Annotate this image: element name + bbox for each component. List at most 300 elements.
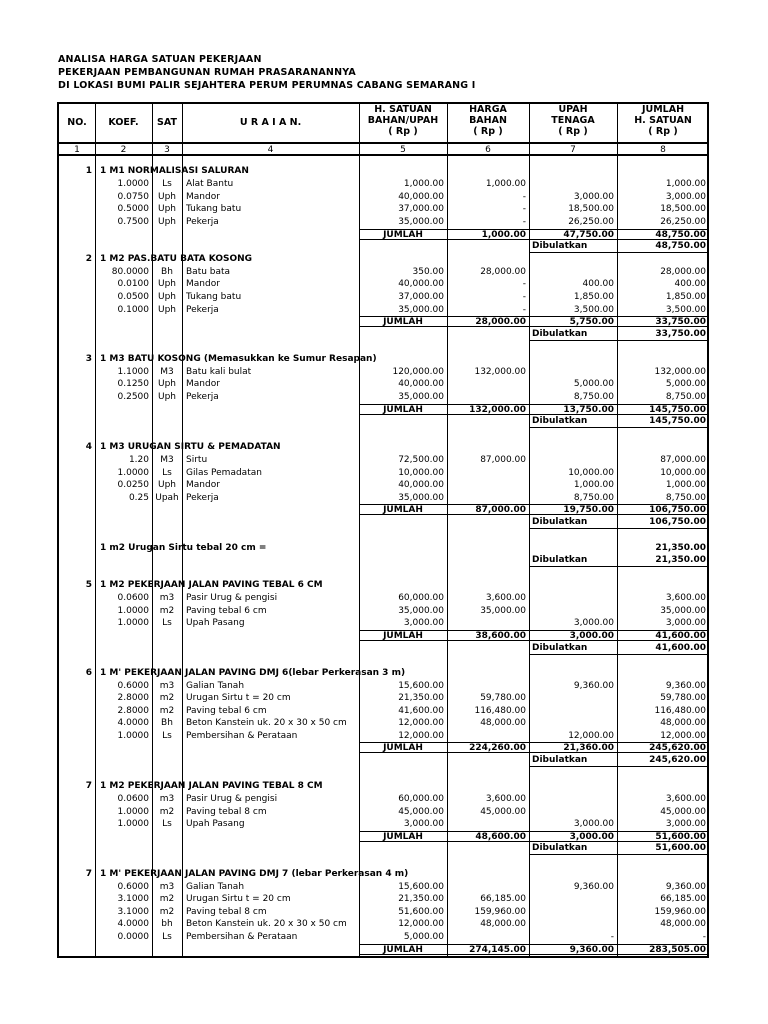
section-title: 1 M2 PEKERJAAN JALAN PAVING TEBAL 6 CM	[100, 580, 323, 590]
cell-sat: m3	[159, 794, 175, 804]
cell-harga-bahan: 45,000.00	[480, 807, 526, 817]
cell-harga-bahan: 28,000.00	[480, 267, 526, 277]
cell-koef: 0.2500	[117, 392, 149, 402]
col-header-no: NO.	[67, 117, 87, 128]
jumlah-bahan: 1,000.00	[447, 229, 529, 240]
cell-sat: m2	[159, 706, 175, 716]
cell-sat: m2	[159, 894, 175, 904]
cell-sat: m3	[159, 593, 175, 603]
dibulatkan-value: 41,600.00	[655, 643, 706, 653]
section-title: 1 M3 URUGAN SIRTU & PEMADATAN	[100, 442, 281, 452]
cell-sat: Uph	[157, 192, 176, 202]
col-number-5: 5	[400, 145, 406, 155]
cell-uraian: Sirtu	[186, 455, 208, 465]
cell-harga-satuan: 3,000.00	[403, 819, 444, 829]
cell-upah-tenaga: 8,750.00	[573, 493, 614, 503]
table-row	[59, 717, 707, 730]
cell-harga-bahan: -	[522, 217, 526, 227]
cell-jumlah: 3,600.00	[665, 794, 706, 804]
cell-koef: 4.0000	[117, 718, 149, 728]
cell-jumlah: 45,000.00	[660, 807, 706, 817]
cell-koef: 1.20	[128, 455, 149, 465]
dibulatkan-label: Dibulatkan	[532, 241, 588, 251]
dibulatkan-row	[529, 755, 709, 767]
table-row	[59, 278, 707, 291]
cell-upah-tenaga: 3,000.00	[573, 192, 614, 202]
jumlah-upah: 13,750.00	[529, 404, 617, 415]
cell-harga-satuan: 51,600.00	[398, 907, 444, 917]
cell-harga-bahan: 48,000.00	[480, 919, 526, 929]
jumlah-label: JUMLAH	[359, 504, 447, 515]
jumlah-upah: 3,000.00	[529, 831, 617, 842]
cell-uraian: Batu bata	[186, 267, 231, 277]
jumlah-label: JUMLAH	[359, 630, 447, 641]
cell-sat: Ls	[162, 468, 172, 478]
cell-sat: Bh	[161, 718, 173, 728]
cell-koef: 1.0000	[117, 807, 149, 817]
table-row	[59, 391, 707, 404]
section-title-row	[59, 253, 707, 266]
table-row	[59, 730, 707, 743]
cell-harga-bahan: 3,600.00	[485, 794, 526, 804]
cell-koef: 0.0100	[117, 279, 149, 289]
cell-koef: 0.0500	[117, 292, 149, 302]
cell-harga-satuan: 1,000.00	[403, 179, 444, 189]
cell-upah-tenaga: 26,250.00	[568, 217, 614, 227]
section-title: 1 M2 PAS.BATU BATA KOSONG	[100, 254, 253, 264]
cell-harga-bahan: 35,000.00	[480, 606, 526, 616]
table-row	[59, 291, 707, 304]
cell-jumlah: 400.00	[674, 279, 706, 289]
dibulatkan-label: Dibulatkan	[532, 416, 588, 426]
cell-koef: 2.8000	[117, 706, 149, 716]
cell-koef: 0.7500	[117, 217, 149, 227]
cell-koef: 4.0000	[117, 919, 149, 929]
dibulatkan-value: 21,350.00	[655, 555, 706, 565]
jumlah-label: JUMLAH	[359, 831, 447, 842]
cell-koef: 1.1000	[117, 367, 149, 377]
jumlah-bahan: 28,000.00	[447, 316, 529, 327]
jumlah-bahan: 224,260.00	[447, 742, 529, 753]
cell-sat: Uph	[157, 292, 176, 302]
cell-harga-bahan: -	[522, 279, 526, 289]
cell-upah-tenaga: 9,360.00	[573, 882, 614, 892]
col-number-2: 2	[120, 145, 127, 155]
cell-jumlah: 1,850.00	[665, 292, 706, 302]
col-header-koef: KOEF.	[108, 117, 139, 128]
cell-sat: M3	[160, 455, 174, 465]
cell-jumlah: 12,000.00	[660, 731, 706, 741]
table-row	[59, 881, 707, 894]
jumlah-upah: 5,750.00	[529, 316, 617, 327]
doc-title-1: ANALISA HARGA SATUAN PEKERJAAN	[58, 54, 262, 65]
cell-sat: Uph	[157, 204, 176, 214]
cell-harga-bahan: 116,480.00	[474, 706, 526, 716]
cell-upah-tenaga: 10,000.00	[568, 468, 614, 478]
cell-harga-bahan: -	[522, 204, 526, 214]
cell-sat: m3	[159, 882, 175, 892]
cell-harga-satuan: 5,000.00	[403, 932, 444, 942]
table-row	[59, 492, 707, 505]
cell-koef: 80.0000	[111, 267, 149, 277]
dibulatkan-row	[529, 517, 709, 529]
cell-koef: 3.1000	[117, 907, 149, 917]
cell-uraian: Pekerja	[186, 217, 219, 227]
col-header-uraian: U R A I A N.	[239, 117, 302, 128]
jumlah-label: JUMLAH	[359, 742, 447, 753]
table-row	[59, 191, 707, 204]
cell-koef: 1.0000	[117, 179, 149, 189]
jumlah-label: JUMLAH	[359, 229, 447, 240]
jumlah-total: 283,505.00	[617, 944, 709, 955]
cell-harga-bahan: 132,000.00	[474, 367, 526, 377]
cell-harga-satuan: 40,000.00	[398, 279, 444, 289]
cell-jumlah: 8,750.00	[665, 392, 706, 402]
cell-uraian: Paving tebal 6 cm	[186, 606, 267, 616]
cell-jumlah: 26,250.00	[660, 217, 706, 227]
col-header-sat: SAT	[157, 117, 177, 128]
jumlah-bahan: 274,145.00	[447, 944, 529, 955]
cell-jumlah: 3,000.00	[665, 618, 706, 628]
cell-harga-satuan: 45,000.00	[398, 807, 444, 817]
col-number-3: 3	[164, 145, 170, 155]
section-number: 4	[85, 442, 92, 452]
cell-uraian: Paving tebal 6 cm	[186, 706, 267, 716]
section-title-row	[59, 780, 707, 793]
cell-upah-tenaga: -	[610, 932, 614, 942]
cell-harga-satuan: 350.00	[412, 267, 444, 277]
table-row	[59, 692, 707, 705]
cell-uraian: Paving tebal 8 cm	[186, 907, 267, 917]
cell-uraian: Upah Pasang	[186, 618, 245, 628]
cell-uraian: Mandor	[186, 480, 220, 490]
cell-harga-bahan: 59,780.00	[480, 693, 526, 703]
cell-jumlah: 35,000.00	[660, 606, 706, 616]
dibulatkan-value: 33,750.00	[655, 329, 706, 339]
cell-uraian: Pasir Urug & pengisi	[186, 794, 278, 804]
line-value: 21,350.00	[655, 543, 706, 553]
cell-sat: m3	[159, 681, 175, 691]
cell-uraian: Beton Kanstein uk. 20 x 30 x 50 cm	[186, 919, 347, 929]
cell-uraian: Batu kali bulat	[186, 367, 252, 377]
jumlah-total: 41,600.00	[617, 630, 709, 641]
cell-koef: 0.0750	[117, 192, 149, 202]
table-row	[59, 806, 707, 819]
cell-upah-tenaga: 400.00	[582, 279, 614, 289]
cell-sat: Bh	[161, 267, 173, 277]
cell-harga-bahan: 159,960.00	[474, 907, 526, 917]
table-row	[59, 467, 707, 480]
section-title-row	[59, 165, 707, 178]
jumlah-total: 245,620.00	[617, 742, 709, 753]
cell-jumlah: 3,600.00	[665, 593, 706, 603]
cell-koef: 1.0000	[117, 731, 149, 741]
cell-sat: Uph	[157, 392, 176, 402]
analysis-table	[57, 102, 709, 958]
cell-uraian: Urugan Sirtu t = 20 cm	[186, 693, 291, 703]
table-row	[59, 178, 707, 191]
cell-sat: m2	[159, 807, 175, 817]
cell-sat: Ls	[162, 618, 172, 628]
cell-jumlah: 28,000.00	[660, 267, 706, 277]
cell-harga-bahan: 48,000.00	[480, 718, 526, 728]
cell-harga-satuan: 72,500.00	[398, 455, 444, 465]
cell-sat: Ls	[162, 819, 172, 829]
cell-upah-tenaga: 5,000.00	[573, 379, 614, 389]
jumlah-label: JUMLAH	[359, 944, 447, 955]
col-header-harga-bahan: HARGA BAHAN ( Rp )	[469, 104, 507, 137]
section-number: 2	[85, 254, 92, 264]
table-row	[59, 266, 707, 279]
dibulatkan-label: Dibulatkan	[532, 755, 588, 765]
table-row	[59, 818, 707, 831]
table-row	[59, 304, 707, 317]
cell-harga-satuan: 40,000.00	[398, 480, 444, 490]
cell-koef: 0.6000	[117, 681, 149, 691]
cell-jumlah: 48,000.00	[660, 919, 706, 929]
cell-harga-satuan: 41,600.00	[398, 706, 444, 716]
table-row	[59, 216, 707, 229]
col-header-jumlah: JUMLAH H. SATUAN ( Rp )	[634, 104, 692, 137]
cell-harga-satuan: 40,000.00	[398, 192, 444, 202]
section-number: 1	[85, 166, 92, 176]
cell-harga-satuan: 10,000.00	[398, 468, 444, 478]
cell-harga-satuan: 35,000.00	[398, 493, 444, 503]
doc-title-3: DI LOKASI BUMI PALIR SEJAHTERA PERUM PERUMNAS CABANG SEMARANG I	[58, 80, 476, 91]
cell-harga-bahan: 87,000.00	[480, 455, 526, 465]
table-row	[59, 454, 707, 467]
cell-sat: m2	[159, 606, 175, 616]
cell-upah-tenaga: 8,750.00	[573, 392, 614, 402]
jumlah-label: JUMLAH	[359, 316, 447, 327]
jumlah-total: 145,750.00	[617, 404, 709, 415]
cell-koef: 0.0600	[117, 593, 149, 603]
cell-koef: 0.0600	[117, 794, 149, 804]
cell-uraian: Pembersihan & Perataan	[186, 932, 298, 942]
cell-uraian: Alat Bantu	[186, 179, 234, 189]
cell-koef: 1.0000	[117, 468, 149, 478]
jumlah-total: 51,600.00	[617, 831, 709, 842]
cell-sat: Uph	[157, 379, 176, 389]
cell-sat: Ls	[162, 179, 172, 189]
cell-uraian: Mandor	[186, 379, 220, 389]
section-title: 1 M' PEKERJAAN JALAN PAVING DMJ 7 (lebar Perkerasan 4 m)	[100, 869, 409, 879]
section-title-row	[59, 542, 707, 555]
jumlah-total: 33,750.00	[617, 316, 709, 327]
cell-jumlah: 3,000.00	[665, 192, 706, 202]
cell-jumlah: 159,960.00	[654, 907, 706, 917]
jumlah-total: 106,750.00	[617, 504, 709, 515]
jumlah-upah: 19,750.00	[529, 504, 617, 515]
table-row	[59, 893, 707, 906]
cell-harga-satuan: 120,000.00	[392, 367, 444, 377]
section-title-row	[59, 441, 707, 454]
cell-uraian: Pasir Urug & pengisi	[186, 593, 278, 603]
cell-jumlah: 3,500.00	[665, 305, 706, 315]
cell-sat: Uph	[157, 305, 176, 315]
cell-uraian: Mandor	[186, 279, 220, 289]
table-row	[59, 203, 707, 216]
table-row	[59, 378, 707, 391]
section-number: 7	[85, 869, 92, 879]
section-number: 3	[85, 354, 92, 364]
table-row	[59, 906, 707, 919]
jumlah-label: JUMLAH	[359, 404, 447, 415]
cell-koef: 0.1250	[117, 379, 149, 389]
dibulatkan-value: 106,750.00	[649, 517, 706, 527]
section-title: 1 M3 BATU KOSONG (Memasukkan ke Sumur Resapan)	[100, 354, 377, 364]
cell-harga-satuan: 35,000.00	[398, 606, 444, 616]
cell-upah-tenaga: 1,000.00	[573, 480, 614, 490]
cell-harga-bahan: -	[522, 192, 526, 202]
cell-uraian: Urugan Sirtu t = 20 cm	[186, 894, 291, 904]
table-row	[59, 680, 707, 693]
cell-harga-satuan: 35,000.00	[398, 305, 444, 315]
cell-upah-tenaga: 3,500.00	[573, 305, 614, 315]
section-title-row	[59, 868, 707, 881]
doc-title-2: PEKERJAAN PEMBANGUNAN RUMAH PRASARANANNYA	[58, 67, 356, 78]
cell-sat: m2	[159, 907, 175, 917]
cell-sat: Uph	[157, 217, 176, 227]
cell-jumlah: 66,185.00	[660, 894, 706, 904]
dibulatkan-row	[529, 555, 709, 567]
jumlah-upah: 21,360.00	[529, 742, 617, 753]
table-row	[59, 793, 707, 806]
cell-sat: Ls	[162, 731, 172, 741]
cell-harga-bahan: 3,600.00	[485, 593, 526, 603]
cell-uraian: Pekerja	[186, 493, 219, 503]
cell-harga-satuan: 3,000.00	[403, 618, 444, 628]
cell-harga-satuan: 35,000.00	[398, 392, 444, 402]
cell-harga-satuan: 15,600.00	[398, 681, 444, 691]
dibulatkan-value: 145,750.00	[649, 416, 706, 426]
dibulatkan-row	[529, 241, 709, 253]
table-row	[59, 918, 707, 931]
cell-jumlah: 59,780.00	[660, 693, 706, 703]
section-title: 1 M2 PEKERJAAN JALAN PAVING TEBAL 8 CM	[100, 781, 323, 791]
section-number: 5	[85, 580, 92, 590]
cell-upah-tenaga: 18,500.00	[568, 204, 614, 214]
table-row	[59, 617, 707, 630]
cell-koef: 2.8000	[117, 693, 149, 703]
cell-upah-tenaga: 3,000.00	[573, 819, 614, 829]
cell-koef: 0.6000	[117, 882, 149, 892]
cell-koef: 1.0000	[117, 819, 149, 829]
cell-harga-satuan: 12,000.00	[398, 731, 444, 741]
jumlah-bahan: 48,600.00	[447, 831, 529, 842]
cell-jumlah: 116,480.00	[654, 706, 706, 716]
section-title: 1 M1 NORMALISASI SALURAN	[100, 166, 249, 176]
dibulatkan-value: 48,750.00	[655, 241, 706, 251]
cell-sat: Upah	[155, 493, 179, 503]
cell-koef: 0.25	[128, 493, 149, 503]
col-number-6: 6	[485, 145, 491, 155]
cell-harga-bahan: 66,185.00	[480, 894, 526, 904]
cell-sat: m2	[159, 693, 175, 703]
dibulatkan-value: 51,600.00	[655, 843, 706, 853]
cell-sat: Ls	[162, 932, 172, 942]
cell-jumlah: 10,000.00	[660, 468, 706, 478]
cell-harga-bahan: 1,000.00	[485, 179, 526, 189]
cell-jumlah: 18,500.00	[660, 204, 706, 214]
cell-harga-satuan: 12,000.00	[398, 919, 444, 929]
cell-jumlah: 48,000.00	[660, 718, 706, 728]
cell-harga-satuan: 40,000.00	[398, 379, 444, 389]
cell-upah-tenaga: 9,360.00	[573, 681, 614, 691]
table-row	[59, 605, 707, 618]
dibulatkan-row	[529, 329, 709, 341]
cell-sat: bh	[161, 919, 173, 929]
cell-upah-tenaga: 3,000.00	[573, 618, 614, 628]
dibulatkan-label: Dibulatkan	[532, 643, 588, 653]
cell-koef: 3.1000	[117, 894, 149, 904]
section-title-row	[59, 579, 707, 592]
cell-uraian: Galian Tanah	[186, 681, 245, 691]
table-row	[59, 931, 707, 944]
cell-koef: 0.0250	[117, 480, 149, 490]
cell-harga-satuan: 35,000.00	[398, 217, 444, 227]
jumlah-bahan: 38,600.00	[447, 630, 529, 641]
cell-jumlah: 9,360.00	[665, 681, 706, 691]
cell-harga-bahan: -	[522, 305, 526, 315]
cell-sat: Uph	[157, 480, 176, 490]
cell-uraian: Gilas Pemadatan	[186, 468, 262, 478]
cell-harga-satuan: 37,000.00	[398, 204, 444, 214]
section-number: 6	[85, 668, 92, 678]
dibulatkan-row	[529, 843, 709, 855]
table-row	[59, 592, 707, 605]
cell-uraian: Beton Kanstein uk. 20 x 30 x 50 cm	[186, 718, 347, 728]
cell-uraian: Galian Tanah	[186, 882, 245, 892]
jumlah-bahan: 132,000.00	[447, 404, 529, 415]
table-row	[59, 366, 707, 379]
cell-koef: 0.1000	[117, 305, 149, 315]
cell-upah-tenaga: 12,000.00	[568, 731, 614, 741]
dibulatkan-row	[529, 643, 709, 655]
col-number-8: 8	[660, 145, 666, 155]
section-title: 1 M' PEKERJAAN JALAN PAVING DMJ 6(lebar Perkerasan 3 m)	[100, 668, 406, 678]
dibulatkan-label: Dibulatkan	[532, 843, 588, 853]
cell-jumlah: 1,000.00	[665, 179, 706, 189]
jumlah-upah: 9,360.00	[529, 944, 617, 955]
cell-jumlah: 8,750.00	[665, 493, 706, 503]
dibulatkan-label: Dibulatkan	[532, 329, 588, 339]
cell-koef: 0.5000	[117, 204, 149, 214]
cell-uraian: Tukang batu	[186, 204, 242, 214]
cell-jumlah: 5,000.00	[665, 379, 706, 389]
section-title: 1 m2 Urugan Sirtu tebal 20 cm =	[100, 543, 267, 553]
cell-koef: 1.0000	[117, 618, 149, 628]
cell-jumlah: 9,360.00	[665, 882, 706, 892]
jumlah-upah: 3,000.00	[529, 630, 617, 641]
cell-jumlah: 132,000.00	[654, 367, 706, 377]
col-header-harga-satuan: H. SATUAN BAHAN/UPAH ( Rp )	[367, 104, 439, 137]
jumlah-bahan: 87,000.00	[447, 504, 529, 515]
dibulatkan-label: Dibulatkan	[532, 517, 588, 527]
cell-uraian: Paving tebal 8 cm	[186, 807, 267, 817]
cell-upah-tenaga: 1,850.00	[573, 292, 614, 302]
cell-jumlah: -	[702, 932, 706, 942]
section-number: 7	[85, 781, 92, 791]
cell-koef: 1.0000	[117, 606, 149, 616]
cell-uraian: Pembersihan & Perataan	[186, 731, 298, 741]
cell-uraian: Mandor	[186, 192, 220, 202]
col-number-7: 7	[570, 145, 576, 155]
cell-harga-satuan: 21,350.00	[398, 693, 444, 703]
dibulatkan-row	[529, 416, 709, 428]
jumlah-upah: 47,750.00	[529, 229, 617, 240]
cell-harga-satuan: 21,350.00	[398, 894, 444, 904]
